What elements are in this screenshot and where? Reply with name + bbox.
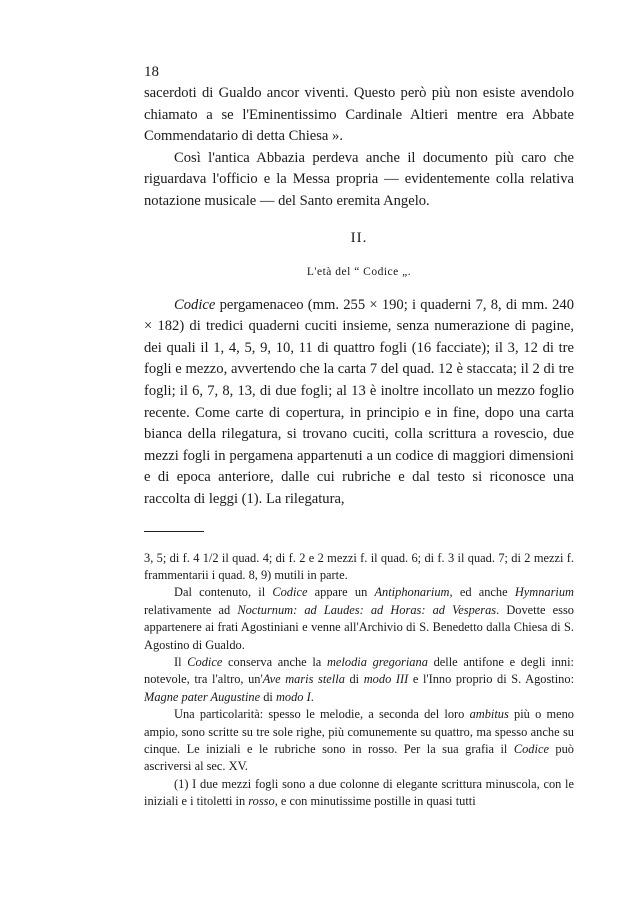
paragraph-codice-description	[144, 295, 574, 511]
paragraph-intro-2: Così l'antica Abbazia perdeva anche il documento più caro che riguardava l'officio e la Messa propria — evidentemente colla relativa notazione musicale — del Santo eremita Angelo.	[144, 149, 574, 209]
body-text	[144, 83, 574, 511]
note-text: , e con minutissime postille in quasi tutti	[274, 794, 476, 809]
note-particolarita	[144, 706, 574, 776]
page-number: 18	[144, 64, 159, 80]
note-text: e l'Inno proprio di S. Agostino:	[408, 672, 575, 687]
note-italic: Nocturnum: ad Laudes: ad Horas: ad Vesperas	[237, 602, 497, 617]
note-italic: Hymnarium	[514, 585, 575, 600]
note-italic: Magne pater Augustine	[144, 689, 261, 704]
page	[144, 64, 574, 811]
section-title	[144, 263, 574, 280]
note-text: può ascriversi al sec. XV.	[144, 741, 575, 774]
section-number: II.	[350, 229, 368, 246]
footnotes	[144, 550, 574, 811]
note-text: delle antifone e degli inni: notevole, tra l'altro, un'	[144, 654, 574, 687]
note-text: Il	[174, 654, 188, 669]
codice-word: Codice	[174, 296, 216, 313]
note-italic: modo I	[275, 689, 311, 704]
note-continuation: 3, 5; di f. 4 1/2 il quad. 4; di f. 2 e 2 mezzi f. il quad. 6; di f. 3 il quad. 7; di 2 mezzi f. frammentarii i quad. 8, 9) mutili in parte.	[144, 550, 574, 582]
codice-description-text: pergamenaceo (mm. 255 × 190; i quaderni 7, 8, di mm. 240 × 182) di tredici quaderni cuciti insieme, senza numerazione di pagine, dei quali il 1, 4, 5, 9, 10, 11 di quattro fogli (16 facciate); il 3, 12 di tre fogli e mezzo, avvertendo che la carta 7 del quad. 12 è staccata; il 2 di tre fogli; il 6, 7, 8, 13, di due fogli; al 13 è inoltre incollato un mezzo foglio recente. Come carte di copertura, in principio e in fine, dopo una carta bianca della rilegatura, si trovano cuciti, colla scrittura a rovescio, due mezzi fogli in pergamena appartenuti a un codice di maggiori dimensioni e di epoca anteriore, dalle cui rubriche e dal testo si riconosce una raccolta di leggi (1). La rilegatura,	[144, 296, 574, 507]
note-italic: ambitus	[469, 707, 509, 722]
note-text: . Dovette esso appartenere ai frati Agostiniani e venne all'Archivio di S. Benedetto dalla Chiesa di S. Agostino di Gualdo.	[144, 602, 574, 652]
note-text: , ed anche	[449, 585, 515, 600]
note-italic: Codice	[187, 654, 223, 669]
note-text: Dal contenuto, il	[174, 585, 273, 600]
note-text: relativamente ad	[144, 602, 238, 617]
note-contenuto	[144, 584, 574, 654]
note-melodia	[144, 654, 574, 706]
note-italic: Codice	[272, 585, 308, 600]
note-text: .	[310, 689, 314, 704]
footnote-1	[144, 776, 574, 811]
note-italic: Antiphonarium	[374, 585, 450, 600]
section-title-text: L'età del “ Codice „.	[306, 265, 412, 278]
note-italic: Ave maris stella	[262, 672, 345, 687]
note-italic: modo III	[363, 672, 409, 687]
note-text: Una particolarità: spesso le melodie, a seconda del loro	[174, 707, 470, 722]
note-text: di	[260, 689, 276, 704]
note-text: più o meno ampio, sono scritte su tre sole righe, più comunemente su quattro, ma spesso anche su cinque. Le iniziali e le rubriche sono in rosso. Per la sua grafia il	[144, 707, 574, 756]
note-text: conserva anche la	[222, 654, 327, 669]
note-text: (1) I due mezzi fogli sono a due colonne di elegante scrittura minuscola, con le iniziali e i titoletti in	[144, 776, 574, 809]
note-italic: melodia gregoriana	[326, 654, 428, 669]
footnote-rule	[144, 531, 204, 532]
note-italic: rosso	[248, 794, 275, 809]
note-text: appare un	[307, 585, 375, 600]
paragraph-intro-1: sacerdoti di Gualdo ancor viventi. Questo però più non esiste avendolo chiamato a se l'Eminentissimo Cardinale Altieri mentre era Abbate Commendatario di detta Chiesa ».	[144, 85, 574, 145]
note-text: di	[344, 672, 364, 687]
note-italic: Codice	[513, 741, 549, 756]
